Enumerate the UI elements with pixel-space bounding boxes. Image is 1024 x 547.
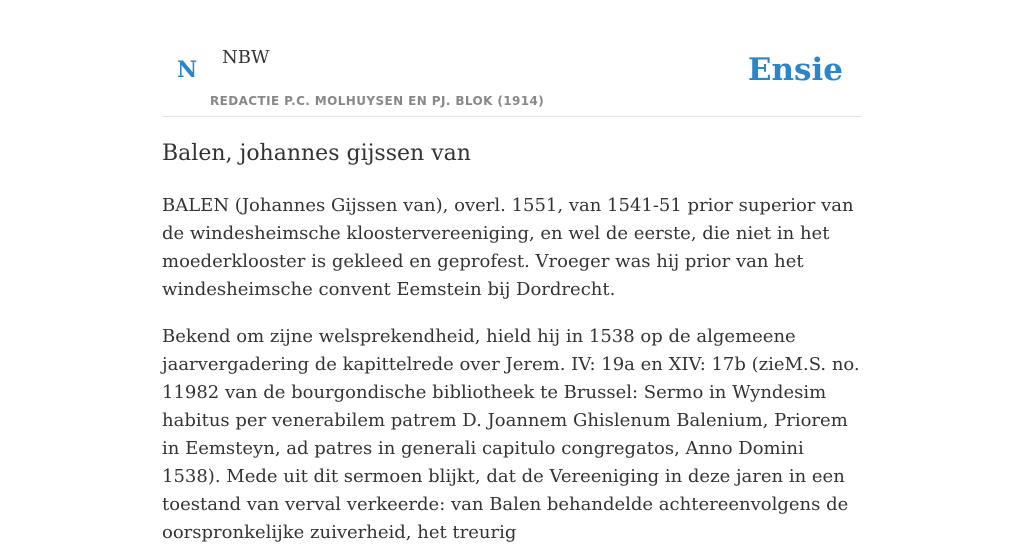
- ensie-logo-link[interactable]: Ensie: [747, 52, 843, 88]
- book-editors-subtitle: REDACTIE P.C. MOLHUYSEN EN PJ. BLOK (1914): [210, 94, 545, 108]
- article-paragraph: Bekend om zijne welsprekendheid, hield hij in 1538 op de algemeene jaarvergadering de kapittelrede over Jerem. IV: 19a en XIV: 17b (zieM.S. no. 11982 van de bourgondische bibliotheek te Brussel: Sermo in Wyndesim habitus per venerabilem patrem D. Joannem Ghislenum Balenium, Priorem in Eemsteyn, ad patres in generali capitulo congregatos, Anno Domini 1538). Mede uit dit sermoen blijkt, dat de Vereeniging in deze jaren in een toestand van verval verkeerde: van Balen behandelde achtereenvolgens de oorspronkelijke zuiverheid, het treurig: [162, 326, 860, 543]
- article-title: Balen, johannes gijssen van: [162, 141, 471, 166]
- site-header: [162, 0, 862, 117]
- article-paragraph: BALEN (Johannes Gijssen van), overl. 1551, van 1541-51 prior superior van de windesheimsche kloostervereeniging, en wel de eerste, die niet in het moederklooster is gekleed en geprofest. Vroeger was hij prior van het windesheimsche convent Eemstein bij Dordrecht.: [162, 195, 854, 300]
- book-logo[interactable]: N: [177, 57, 198, 83]
- article: [162, 136, 862, 547]
- book-title[interactable]: NBW: [222, 47, 270, 68]
